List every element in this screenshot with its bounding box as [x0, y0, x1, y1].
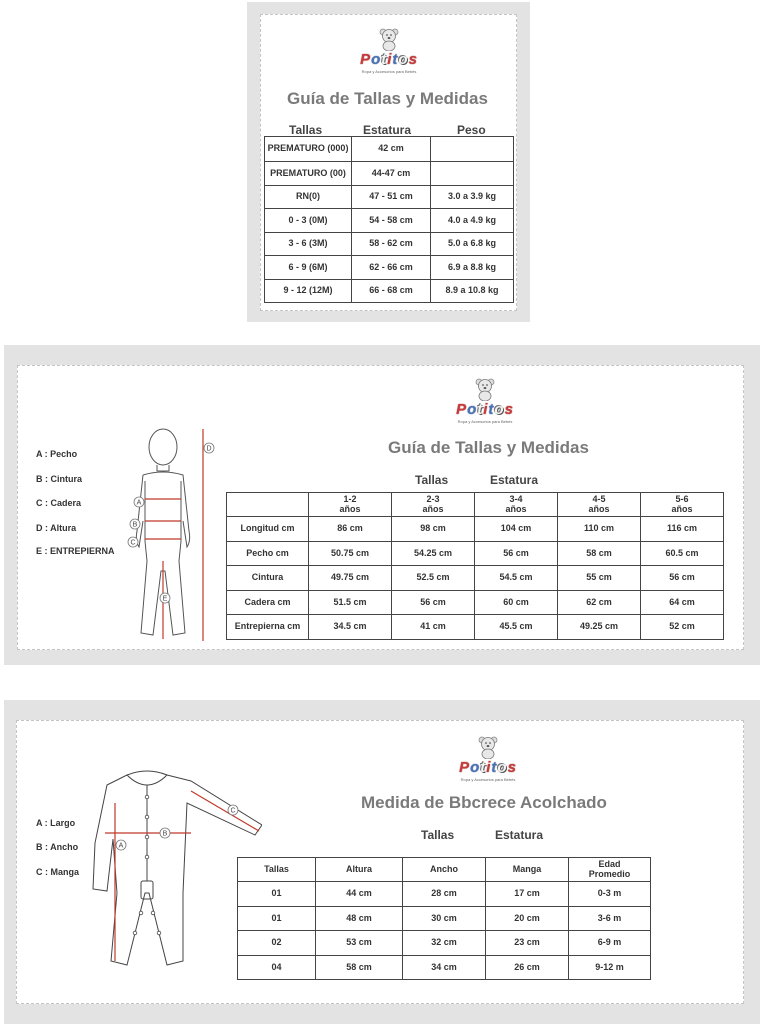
- table-cell: 60 cm: [475, 590, 558, 615]
- marker-b: B: [132, 521, 138, 529]
- table-cell: 30 cm: [403, 906, 486, 931]
- size-table-2: [226, 492, 724, 640]
- row-label-cell: 04: [238, 955, 316, 980]
- table-cell: 66 - 68 cm: [352, 279, 431, 303]
- table-cell: 58 - 62 cm: [352, 232, 431, 256]
- row-label-cell: 6 - 9 (6M): [265, 256, 352, 280]
- table-row: [265, 185, 514, 209]
- legend-largo: A : Largo: [36, 818, 76, 828]
- marker-b: B: [162, 830, 168, 838]
- table-cell: 55 cm: [558, 566, 641, 591]
- row-label-cell: Pecho cm: [227, 541, 309, 566]
- table-cell: 98 cm: [392, 517, 475, 542]
- section-1-title: Guía de Tallas y Medidas: [287, 89, 488, 108]
- card-2-inner: [17, 365, 744, 650]
- row-label-cell: PREMATURO (000): [265, 137, 352, 162]
- table-row: [265, 162, 514, 186]
- card-1-inner: [260, 14, 517, 311]
- table-cell: 17 cm: [486, 882, 569, 907]
- legend-entrepierna: E : ENTREPIERNA: [36, 546, 115, 556]
- row-label-cell: 01: [238, 906, 316, 931]
- table-row: [265, 232, 514, 256]
- table-cell: 56 cm: [392, 590, 475, 615]
- size-guide-card-2: [4, 345, 760, 665]
- romper-diagram: [87, 763, 262, 968]
- row-label-cell: 02: [238, 931, 316, 956]
- section-3-title: Medida de Bbcrece Acolchado: [361, 793, 607, 812]
- table-header-cell: 5-6 años: [641, 493, 724, 517]
- table-cell: 51.5 cm: [309, 590, 392, 615]
- legend-ancho: B : Ancho: [36, 842, 79, 852]
- teddy-bear-icon: [474, 377, 496, 401]
- row-label-cell: 9 - 12 (12M): [265, 279, 352, 303]
- table-row: [227, 590, 724, 615]
- row-label-cell: Cadera cm: [227, 590, 309, 615]
- table-cell: 44 cm: [316, 882, 403, 907]
- marker-a: A: [136, 499, 142, 507]
- table-cell: 34 cm: [403, 955, 486, 980]
- table-cell: 52 cm: [641, 615, 724, 640]
- table-header-cell: 3-4 años: [475, 493, 558, 517]
- table-cell: 104 cm: [475, 517, 558, 542]
- row-label-cell: Longitud cm: [227, 517, 309, 542]
- table-row: [265, 256, 514, 280]
- table-cell: 50.75 cm: [309, 541, 392, 566]
- table-cell: 23 cm: [486, 931, 569, 956]
- table-cell: 8.9 a 10.8 kg: [430, 279, 513, 303]
- table-cell: 3-6 m: [569, 906, 651, 931]
- legend-cintura: B : Cintura: [36, 474, 82, 484]
- size-table-3: [237, 857, 651, 980]
- table-cell: 49.25 cm: [558, 615, 641, 640]
- legend-cadera: C : Cadera: [36, 498, 82, 508]
- table-row: [238, 955, 651, 980]
- header-tallas: Tallas: [289, 123, 323, 137]
- brand-tagline: Ropa y Accesorios para Bebés: [460, 777, 516, 782]
- table-header-cell: 1-2 años: [309, 493, 392, 517]
- header-estatura: Estatura: [363, 123, 412, 137]
- size-guide-card-1: [247, 2, 530, 322]
- row-label-cell: PREMATURO (00): [265, 162, 352, 186]
- table-row: [238, 931, 651, 956]
- table-cell: 60.5 cm: [641, 541, 724, 566]
- row-label-cell: Cintura: [227, 566, 309, 591]
- marker-e: E: [162, 595, 168, 603]
- brand-tagline: Ropa y Accesorios para Bebés: [361, 69, 417, 74]
- table-header-cell: Tallas: [238, 858, 316, 882]
- size-table-1: [264, 136, 514, 303]
- table-header-cell: Manga: [486, 858, 569, 882]
- table-cell: 44-47 cm: [352, 162, 431, 186]
- row-label-cell: 3 - 6 (3M): [265, 232, 352, 256]
- table-cell: 54.5 cm: [475, 566, 558, 591]
- table-row: [265, 209, 514, 233]
- table-cell: 58 cm: [558, 541, 641, 566]
- table-header-cell: Edad Promedio: [569, 858, 651, 882]
- legend-altura: D : Altura: [36, 523, 77, 533]
- table-cell: 48 cm: [316, 906, 403, 931]
- table-header-cell: 4-5 años: [558, 493, 641, 517]
- subhead-estatura: Estatura: [490, 473, 539, 487]
- legend-manga: C : Manga: [36, 867, 80, 877]
- header-peso: Peso: [457, 123, 486, 137]
- subhead-tallas: Tallas: [421, 828, 455, 842]
- brand-name: Potitos: [459, 759, 517, 776]
- table-cell: 62 cm: [558, 590, 641, 615]
- size-guide-card-3: [4, 700, 760, 1024]
- marker-c: C: [130, 539, 136, 547]
- table-cell: 56 cm: [641, 566, 724, 591]
- table-row: [238, 882, 651, 907]
- table-cell: 4.0 a 4.9 kg: [430, 209, 513, 233]
- table-header-cell: Ancho: [403, 858, 486, 882]
- table-cell: 53 cm: [316, 931, 403, 956]
- table-row: [265, 137, 514, 162]
- table-cell: 32 cm: [403, 931, 486, 956]
- table-cell: [430, 162, 513, 186]
- table-cell: 62 - 66 cm: [352, 256, 431, 280]
- table-cell: 0-3 m: [569, 882, 651, 907]
- brand-tagline: Ropa y Accesorios para Bebés: [457, 419, 513, 424]
- table-cell: 41 cm: [392, 615, 475, 640]
- table-cell: [430, 137, 513, 162]
- table-cell: 116 cm: [641, 517, 724, 542]
- section-2-title: Guía de Tallas y Medidas: [388, 438, 589, 457]
- table-cell: 9-12 m: [569, 955, 651, 980]
- row-label-cell: 01: [238, 882, 316, 907]
- table-cell: 34.5 cm: [309, 615, 392, 640]
- table-row: [227, 517, 724, 542]
- table-cell: 28 cm: [403, 882, 486, 907]
- row-label-cell: Entrepierna cm: [227, 615, 309, 640]
- table-row: [227, 541, 724, 566]
- table-cell: 56 cm: [475, 541, 558, 566]
- teddy-bear-icon: [378, 27, 400, 51]
- marker-c: C: [230, 807, 236, 815]
- table-cell: 64 cm: [641, 590, 724, 615]
- brand-logo: [435, 377, 535, 424]
- table-cell: 54 - 58 cm: [352, 209, 431, 233]
- table-corner-cell: [227, 493, 309, 517]
- table-header-cell: Altura: [316, 858, 403, 882]
- table-cell: 47 - 51 cm: [352, 185, 431, 209]
- brand-name: Potitos: [360, 51, 418, 68]
- table-cell: 45.5 cm: [475, 615, 558, 640]
- legend-pecho: A : Pecho: [36, 449, 78, 459]
- table-cell: 3.0 a 3.9 kg: [430, 185, 513, 209]
- row-label-cell: 0 - 3 (0M): [265, 209, 352, 233]
- subhead-tallas: Tallas: [415, 473, 449, 487]
- table-cell: 49.75 cm: [309, 566, 392, 591]
- table-cell: 54.25 cm: [392, 541, 475, 566]
- subhead-estatura: Estatura: [495, 828, 544, 842]
- table-header-cell: 2-3 años: [392, 493, 475, 517]
- table-header-row: [238, 858, 651, 882]
- card-3-inner: [16, 720, 744, 1004]
- brand-logo: [438, 735, 538, 782]
- row-label-cell: RN(0): [265, 185, 352, 209]
- brand-logo: [339, 27, 439, 74]
- marker-d: D: [206, 445, 212, 453]
- teddy-bear-icon: [477, 735, 499, 759]
- table-cell: 6.9 a 8.8 kg: [430, 256, 513, 280]
- table-cell: 5.0 a 6.8 kg: [430, 232, 513, 256]
- table-cell: 26 cm: [486, 955, 569, 980]
- child-figure-diagram: [123, 421, 233, 651]
- table-cell: 6-9 m: [569, 931, 651, 956]
- table-cell: 86 cm: [309, 517, 392, 542]
- table-cell: 110 cm: [558, 517, 641, 542]
- table-row: [238, 906, 651, 931]
- table-row: [265, 279, 514, 303]
- table-header-row: [227, 493, 724, 517]
- table-row: [227, 566, 724, 591]
- table-cell: 42 cm: [352, 137, 431, 162]
- table-cell: 20 cm: [486, 906, 569, 931]
- table-cell: 58 cm: [316, 955, 403, 980]
- table-row: [227, 615, 724, 640]
- brand-name: Potitos: [456, 401, 514, 418]
- table-cell: 52.5 cm: [392, 566, 475, 591]
- marker-a: A: [118, 842, 124, 850]
